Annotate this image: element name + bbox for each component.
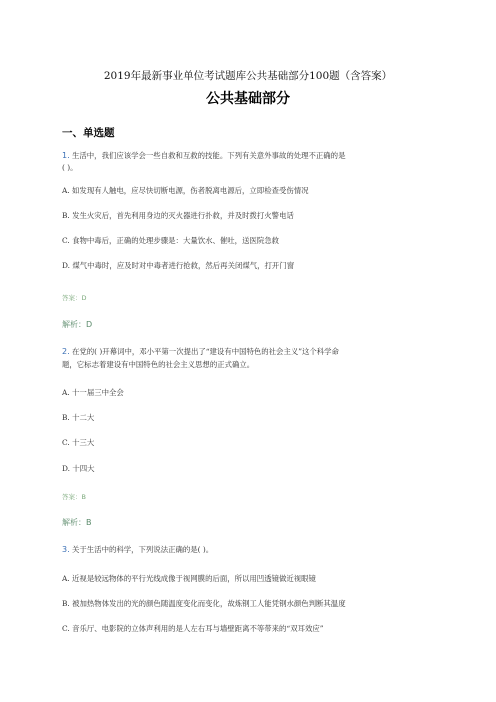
option-a: A. 如发现有人触电，应尽快切断电源，伤者脱离电源后，立即检查受伤情况	[62, 186, 309, 195]
option-c: C. 十三大	[62, 438, 95, 447]
option-b: B. 发生火灾后，首先利用身边的灭火器进行扑救，并及时拨打火警电话	[62, 211, 294, 220]
question-stem-line: 关于生活中的科学，下列说法正确的是( )。	[72, 545, 214, 554]
option-c: C. 食物中毒后，正确的处理步骤是：大量饮水、催吐，送医院急救	[62, 236, 280, 245]
question-2-stem	[62, 346, 442, 357]
question-stem-line: 生活中，我们应该学会一些自救和互救的技能。下列有关意外事故的处理不正确的是	[72, 151, 346, 160]
option-b: B. 十二大	[62, 413, 95, 422]
question-2-stem-cont: 题，它标志着建设有中国特色的社会主义思想的正式确立。	[62, 360, 255, 369]
question-stem-line: 在党的( )开幕词中，邓小平第一次提出了“建设有中国特色的社会主义”这个科学命	[72, 347, 339, 356]
option-a: A. 十一届三中全会	[62, 388, 124, 397]
option-a: A. 近视是较远物体的平行光线成像于视网膜的后面，所以用凹透镜做近视眼镜	[62, 574, 316, 583]
option-d: D. 煤气中毒时，应及时对中毒者进行抢救，然后再关闭煤气，打开门窗	[62, 261, 295, 270]
option-b: B. 被加热物体发出的光的颜色随温度变化而变化，故炼钢工人能凭钢水颜色判断其温度	[62, 599, 346, 608]
question-1-stem-cont: ( )。	[62, 163, 78, 172]
section-heading: 一、单选题	[62, 127, 115, 139]
question-number: 2.	[62, 347, 70, 356]
question-number: 3.	[62, 545, 70, 554]
answer-label: 答案：B	[62, 493, 86, 501]
analysis-label: 解析：D	[62, 320, 93, 329]
question-number: 1.	[62, 151, 70, 160]
option-d: D. 十四大	[62, 464, 95, 473]
analysis-label: 解析：B	[62, 518, 92, 527]
question-3-stem	[62, 544, 442, 555]
answer-label: 答案：D	[62, 294, 87, 302]
question-1-stem	[62, 150, 442, 161]
option-c: C. 音乐厅、电影院的立体声利用的是人左右耳与墙壁距离不等带来的“双耳效应”	[62, 624, 324, 633]
document-subtitle: 公共基础部分	[206, 91, 290, 107]
document-title: 2019年最新事业单位考试题库公共基础部分100题（含答案）	[103, 70, 393, 82]
